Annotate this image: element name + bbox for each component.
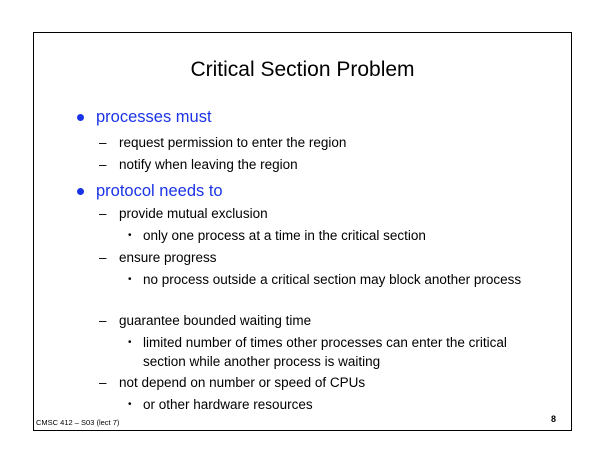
list-item: provide mutual exclusion: [119, 206, 268, 221]
list-item: guarantee bounded waiting time: [119, 313, 312, 328]
dash-icon: –: [99, 375, 107, 390]
section-heading-protocol: protocol needs to: [96, 182, 223, 200]
list-item: notify when leaving the region: [119, 157, 298, 172]
star-bullet-icon: •: [128, 337, 132, 348]
slide-title: Critical Section Problem: [190, 58, 415, 81]
slide-footer: CMSC 412 – S03 (lect 7): [36, 418, 120, 427]
sub-list-item: no process outside a critical section may block another process: [143, 272, 522, 287]
sub-list-item: limited number of times other processes can enter the critical section while another process is waiting: [143, 335, 507, 369]
dash-icon: –: [99, 135, 107, 150]
star-bullet-icon: •: [128, 399, 132, 410]
section-heading-processes: processes must: [96, 108, 212, 126]
list-item: not depend on number or speed of CPUs: [119, 375, 366, 390]
star-bullet-icon: •: [128, 230, 132, 241]
dash-icon: –: [99, 313, 107, 328]
list-item: request permission to enter the region: [119, 135, 347, 150]
dash-icon: –: [99, 157, 107, 172]
dash-icon: –: [99, 250, 107, 265]
star-bullet-icon: •: [128, 274, 132, 285]
bullet-dot-icon: [77, 114, 84, 121]
page-number: 8: [551, 414, 557, 424]
list-item: ensure progress: [119, 250, 217, 265]
bullet-dot-icon: [77, 188, 84, 195]
sub-list-item: only one process at a time in the critical section: [143, 228, 426, 243]
dash-icon: –: [99, 206, 107, 221]
sub-list-item: or other hardware resources: [143, 397, 313, 412]
